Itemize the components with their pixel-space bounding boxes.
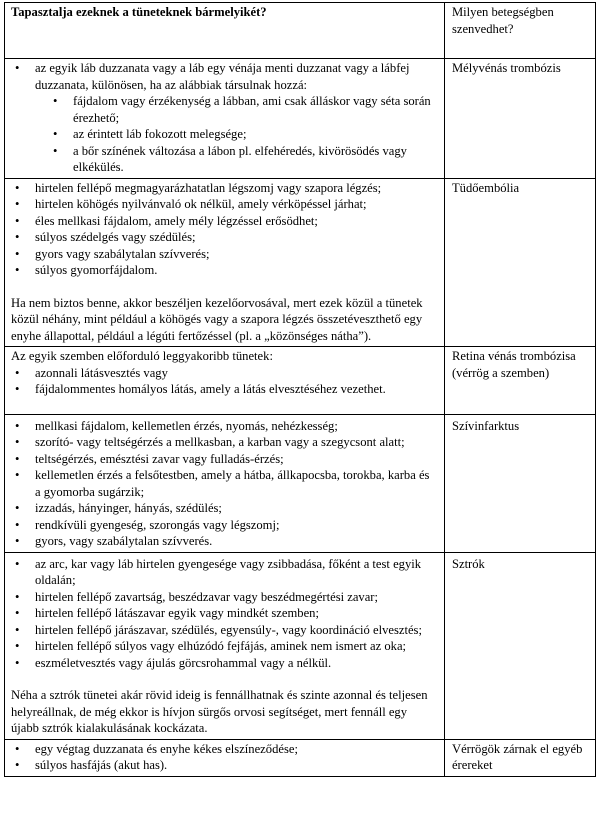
condition-cell: Tüdőembólia: [444, 178, 595, 347]
list-item: • súlyos szédelgés vagy szédülés;: [11, 229, 438, 246]
table-row: [5, 347, 596, 415]
symptoms-cell: [5, 59, 445, 179]
list-item: • gyors, vagy szabálytalan szívverés.: [11, 533, 438, 550]
table-row: [5, 414, 596, 552]
symptoms-cell: [5, 739, 445, 776]
note-text: Néha a sztrók tünetei akár rövid ideig is fennállhatnak és szinte azonnal és teljesen helyreállnak, de még ekkor is hívjon sürgős orvosi segítséget, mert fennáll egy újabb sztrók kialakulásának kockázata.: [11, 688, 428, 735]
list-item: • hirtelen fellépő látászavar egyik vagy mindkét szemben;: [11, 605, 438, 622]
list-item: • éles mellkasi fájdalom, amely mély légzéssel erősödhet;: [11, 213, 438, 230]
list-item: • gyors vagy szabálytalan szívverés;: [11, 246, 438, 263]
list-item: • szorító- vagy teltségérzés a mellkasban, a karban vagy a szegycsont alatt;: [11, 434, 438, 451]
header-condition: Milyen betegségben szenvedhet?: [444, 3, 595, 59]
list-item: • hirtelen fellépő járászavar, szédülés, egyensúly-, vagy koordináció elvesztés;: [11, 622, 438, 639]
list-item: • hirtelen fellépő súlyos vagy elhúzódó fejfájás, aminek nem ismert az oka;: [11, 638, 438, 655]
symptom-table: [4, 2, 596, 777]
list-item: • eszméletvesztés vagy ájulás görcsrohammal vagy a nélkül.: [11, 655, 438, 672]
condition-cell: Mélyvénás trombózis: [444, 59, 595, 179]
table-row: [5, 178, 596, 347]
table-row: [5, 552, 596, 739]
header-symptoms: Tapasztalja ezeknek a tüneteknek bármelyikét?: [5, 3, 445, 59]
list-item: • az egyik láb duzzanata vagy a láb egy vénája menti duzzanat vagy a lábfej duzzanata, különösen, ha az alábbiak társulnak hozzá:: [11, 60, 438, 93]
list-item: • súlyos gyomorfájdalom.: [11, 262, 438, 279]
symptoms-cell: [5, 552, 445, 739]
list-item: • kellemetlen érzés a felsőtestben, amely a hátba, állkapocsba, torokba, karba és a gyomorba sugárzik;: [11, 467, 438, 500]
list-item: • az érintett láb fokozott melegsége;: [53, 126, 438, 143]
list-item: • rendkívüli gyengeség, szorongás vagy légszomj;: [11, 517, 438, 534]
list-item: • fájdalom vagy érzékenység a lábban, ami csak álláskor vagy séta során érezhető;: [53, 93, 438, 126]
list-item: • az arc, kar vagy láb hirtelen gyengesége vagy zsibbadása, főként a test egyik oldalán;: [11, 556, 438, 589]
list-item: • fájdalommentes homályos látás, amely a látás elvesztéséhez vezethet.: [11, 381, 438, 398]
list-item: • hirtelen fellépő megmagyarázhatatlan légszomj vagy szapora légzés;: [11, 180, 438, 197]
condition-cell: Retina vénás trombózisa (vérrög a szemben): [444, 347, 595, 415]
list-item: • hirtelen köhögés nyilvánvaló ok nélkül, amely vérköpéssel járhat;: [11, 196, 438, 213]
note-text: Ha nem biztos benne, akkor beszéljen kezelőorvosával, mert ezek közül a tünetek közül néhány, mint például a köhögés vagy a szapora légzés összetéveszthető egy enyhe állapottal, például a légúti fertőzéssel (pl. a „közönséges nátha”).: [11, 295, 423, 343]
condition-cell: Sztrók: [444, 552, 595, 739]
symptoms-cell: [5, 347, 445, 415]
lead-text: Az egyik szemben előforduló leggyakoribb tünetek:: [11, 349, 273, 363]
list-item: • izzadás, hányinger, hányás, szédülés;: [11, 500, 438, 517]
symptoms-cell: [5, 178, 445, 347]
table-header-row: [5, 3, 596, 59]
list-item: • egy végtag duzzanata és enyhe kékes elszíneződése;: [11, 741, 438, 758]
list-item: • mellkasi fájdalom, kellemetlen érzés, nyomás, nehézkesség;: [11, 418, 438, 435]
list-item: • súlyos hasfájás (akut has).: [11, 757, 438, 774]
condition-cell: Szívinfarktus: [444, 414, 595, 552]
condition-cell: Vérrögök zárnak el egyéb érereket: [444, 739, 595, 776]
list-item: • hirtelen fellépő zavartság, beszédzavar vagy beszédmegértési zavar;: [11, 589, 438, 606]
table-row: [5, 739, 596, 776]
list-item: • azonnali látásvesztés vagy: [11, 365, 438, 382]
list-item: • a bőr színének változása a lábon pl. elfehéredés, kivörösödés vagy elkékülés.: [53, 143, 438, 176]
table-row: [5, 59, 596, 179]
symptoms-cell: [5, 414, 445, 552]
list-item: • teltségérzés, emésztési zavar vagy fulladás-érzés;: [11, 451, 438, 468]
